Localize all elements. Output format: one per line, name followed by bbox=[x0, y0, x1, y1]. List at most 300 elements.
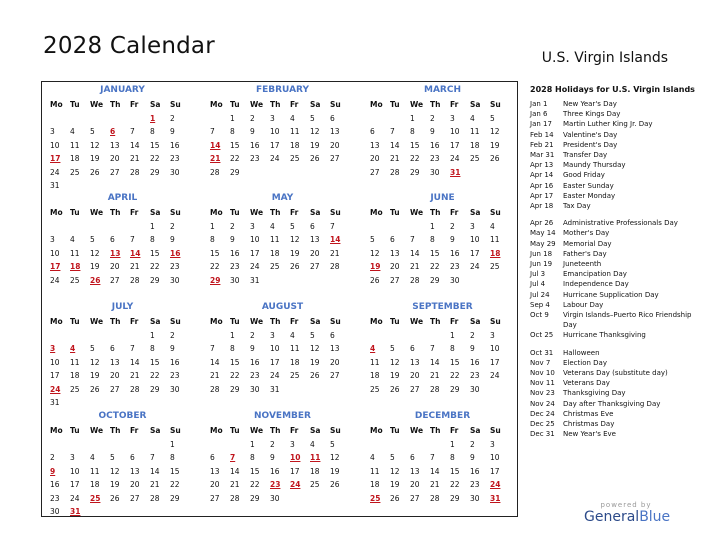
day-cell: 5 bbox=[390, 344, 395, 353]
holiday-day: 14 bbox=[330, 235, 341, 244]
day-cell: 16 bbox=[430, 140, 440, 150]
day-cell: 21 bbox=[210, 371, 220, 380]
day-cell: 16 bbox=[470, 357, 480, 367]
empty-cell bbox=[429, 438, 449, 452]
day-cell: 14 bbox=[150, 466, 160, 476]
day-cell: 12 bbox=[390, 357, 400, 367]
brand-part-1: General bbox=[584, 509, 640, 525]
day-cell: 22 bbox=[450, 371, 460, 380]
weekday-header: Mo bbox=[370, 426, 383, 435]
holiday-day: 18 bbox=[490, 248, 501, 258]
day-cell: 7 bbox=[150, 453, 155, 462]
holiday-date: Apr 16 bbox=[530, 181, 554, 190]
weekday-header: Th bbox=[110, 426, 121, 435]
holiday-day: 1 bbox=[150, 113, 156, 123]
holiday-item bbox=[530, 218, 705, 228]
day-cell: 29 bbox=[410, 167, 420, 177]
day-cell: 26 bbox=[290, 262, 300, 271]
weekday-header: We bbox=[410, 100, 424, 109]
weekday-header: Tu bbox=[230, 317, 240, 326]
day-cell: 25 bbox=[490, 262, 500, 271]
holiday-date: Oct 31 bbox=[530, 348, 554, 357]
weekday-header: Su bbox=[490, 100, 501, 109]
day-cell: 3 bbox=[50, 235, 55, 244]
day-cell: 25 bbox=[290, 154, 300, 163]
day-cell: 10 bbox=[50, 140, 60, 150]
empty-cell bbox=[389, 329, 409, 343]
holiday-date: Mar 31 bbox=[530, 151, 555, 160]
weekday-header: Th bbox=[110, 317, 121, 326]
day-cell: 17 bbox=[490, 466, 500, 476]
day-cell: 11 bbox=[470, 127, 480, 136]
day-cell: 19 bbox=[310, 140, 320, 150]
holiday-date: Nov 23 bbox=[530, 389, 555, 398]
weekday-header: Mo bbox=[50, 426, 63, 435]
day-cell: 20 bbox=[410, 371, 420, 380]
month-grid bbox=[49, 315, 201, 410]
day-cell: 4 bbox=[370, 453, 375, 462]
holiday-name: Day after Thanksgiving Day bbox=[563, 399, 661, 408]
day-cell: 10 bbox=[450, 127, 460, 136]
month-grid bbox=[49, 206, 201, 287]
weekday-header: Sa bbox=[150, 426, 161, 435]
holiday-name: Martin Luther King Jr. Day bbox=[563, 120, 653, 129]
day-cell: 7 bbox=[330, 221, 335, 231]
holiday-date: Sep 4 bbox=[530, 300, 550, 309]
holiday-name: Maundy Thursday bbox=[563, 161, 626, 170]
month-grid bbox=[369, 315, 521, 396]
day-cell: 29 bbox=[150, 167, 160, 177]
holiday-day: 17 bbox=[50, 154, 61, 163]
day-cell: 21 bbox=[330, 248, 340, 258]
month-name: MARCH bbox=[424, 85, 461, 95]
weekday-header: Mo bbox=[210, 100, 223, 109]
day-cell: 17 bbox=[50, 371, 60, 380]
day-cell: 21 bbox=[130, 371, 140, 380]
holiday-name: Thanksgiving Day bbox=[563, 389, 626, 398]
day-cell: 6 bbox=[110, 344, 115, 353]
holiday-name: Administrative Professionals Day bbox=[563, 219, 678, 228]
day-cell: 15 bbox=[210, 248, 220, 258]
day-cell: 5 bbox=[90, 127, 95, 136]
month-name: JANUARY bbox=[100, 85, 145, 95]
empty-cell bbox=[409, 220, 429, 234]
day-cell: 13 bbox=[330, 127, 340, 136]
day-cell: 25 bbox=[70, 275, 80, 285]
day-cell: 4 bbox=[270, 221, 275, 231]
holidays-panel bbox=[530, 84, 705, 440]
day-cell: 29 bbox=[150, 275, 160, 285]
day-cell: 15 bbox=[150, 248, 160, 258]
day-cell: 11 bbox=[70, 357, 80, 367]
month-name: SEPTEMBER bbox=[412, 302, 473, 312]
day-cell: 1 bbox=[250, 439, 255, 449]
day-cell: 5 bbox=[330, 439, 335, 449]
holiday-date: May 29 bbox=[530, 239, 556, 248]
day-cell: 4 bbox=[70, 235, 75, 244]
holiday-item bbox=[530, 249, 705, 259]
weekday-header: Fr bbox=[130, 100, 139, 109]
month-january bbox=[44, 84, 201, 193]
day-cell: 30 bbox=[50, 507, 60, 516]
day-cell: 15 bbox=[430, 248, 440, 258]
month-grid bbox=[49, 424, 201, 519]
holiday-item bbox=[530, 279, 705, 289]
weekday-header: Sa bbox=[470, 426, 481, 435]
day-cell: 27 bbox=[310, 262, 320, 271]
day-cell: 10 bbox=[490, 344, 500, 353]
day-cell: 27 bbox=[410, 384, 420, 394]
day-cell: 5 bbox=[90, 344, 95, 353]
holiday-name: Three Kings Day bbox=[563, 110, 621, 119]
day-cell: 13 bbox=[410, 466, 420, 476]
day-cell: 29 bbox=[170, 493, 180, 503]
weekday-header: Th bbox=[430, 317, 441, 326]
weekday-header: Sa bbox=[310, 317, 321, 326]
day-cell: 1 bbox=[210, 221, 215, 231]
empty-cell bbox=[389, 220, 409, 234]
holiday-day: 16 bbox=[170, 248, 181, 258]
day-cell: 15 bbox=[410, 140, 420, 150]
holiday-date: Feb 21 bbox=[530, 140, 554, 149]
day-cell: 11 bbox=[370, 466, 380, 476]
holiday-day: 24 bbox=[290, 480, 301, 489]
weekday-header: Fr bbox=[130, 208, 139, 217]
holiday-name: Christmas Eve bbox=[563, 409, 614, 418]
calendar-frame bbox=[41, 81, 518, 517]
day-cell: 27 bbox=[110, 275, 120, 285]
day-cell: 4 bbox=[290, 113, 295, 123]
holiday-item bbox=[530, 348, 705, 358]
day-cell: 24 bbox=[270, 371, 280, 380]
day-cell: 4 bbox=[70, 127, 75, 136]
day-cell: 25 bbox=[290, 371, 300, 380]
holiday-day: 31 bbox=[70, 507, 81, 516]
day-cell: 18 bbox=[70, 154, 80, 163]
day-cell: 29 bbox=[430, 275, 440, 285]
empty-cell bbox=[369, 329, 389, 343]
holiday-day: 19 bbox=[370, 262, 381, 271]
day-cell: 28 bbox=[130, 275, 140, 285]
weekday-header: We bbox=[90, 317, 104, 326]
day-cell: 6 bbox=[130, 453, 135, 462]
day-cell: 7 bbox=[410, 235, 415, 244]
holiday-item bbox=[530, 269, 705, 279]
brand-part-2: Blue bbox=[639, 509, 671, 525]
day-cell: 26 bbox=[330, 480, 340, 489]
day-cell: 13 bbox=[410, 357, 420, 367]
holiday-date: May 14 bbox=[530, 229, 556, 238]
day-cell: 11 bbox=[70, 140, 80, 150]
empty-cell bbox=[149, 438, 169, 452]
empty-cell bbox=[389, 438, 409, 452]
empty-cell bbox=[89, 329, 109, 343]
day-cell: 5 bbox=[310, 113, 315, 123]
empty-cell bbox=[89, 112, 109, 126]
day-cell: 6 bbox=[330, 113, 335, 123]
day-cell: 22 bbox=[170, 480, 180, 489]
month-october bbox=[44, 410, 201, 519]
day-cell: 8 bbox=[210, 235, 215, 244]
day-cell: 16 bbox=[450, 248, 460, 258]
day-cell: 20 bbox=[210, 480, 220, 489]
month-name: APRIL bbox=[107, 193, 138, 203]
day-cell: 1 bbox=[230, 113, 235, 123]
weekday-header: We bbox=[250, 317, 264, 326]
month-april bbox=[44, 192, 201, 287]
weekday-header: Su bbox=[330, 317, 341, 326]
day-cell: 12 bbox=[310, 344, 320, 353]
day-cell: 4 bbox=[90, 453, 95, 462]
day-cell: 17 bbox=[270, 140, 280, 150]
day-cell: 8 bbox=[230, 344, 235, 353]
holiday-item bbox=[530, 419, 705, 429]
weekday-header: Fr bbox=[450, 208, 459, 217]
day-cell: 11 bbox=[290, 127, 300, 136]
day-cell: 20 bbox=[310, 248, 320, 258]
holiday-day: 9 bbox=[50, 466, 56, 476]
holiday-date: Oct 25 bbox=[530, 331, 554, 340]
weekday-header: Sa bbox=[470, 208, 481, 217]
day-cell: 7 bbox=[210, 344, 215, 353]
weekday-header: Mo bbox=[210, 208, 223, 217]
holiday-date: Dec 31 bbox=[530, 430, 555, 439]
weekday-header: Tu bbox=[230, 100, 240, 109]
month-may bbox=[204, 192, 361, 287]
day-cell: 10 bbox=[470, 235, 480, 244]
generalblue-logo[interactable] bbox=[584, 509, 671, 525]
weekday-header: Tu bbox=[70, 426, 80, 435]
day-cell: 6 bbox=[330, 330, 335, 340]
holiday-name: Easter Sunday bbox=[563, 181, 614, 190]
weekday-header: Mo bbox=[50, 317, 63, 326]
holiday-name: Independence Day bbox=[563, 280, 629, 289]
empty-cell bbox=[129, 329, 149, 343]
day-cell: 7 bbox=[130, 344, 135, 353]
day-cell: 26 bbox=[390, 493, 400, 503]
day-cell: 7 bbox=[130, 235, 135, 244]
day-cell: 28 bbox=[330, 262, 340, 271]
empty-cell bbox=[49, 220, 69, 234]
day-cell: 23 bbox=[250, 154, 260, 163]
day-cell: 24 bbox=[50, 167, 60, 177]
holiday-day: 3 bbox=[50, 344, 56, 353]
day-cell: 27 bbox=[210, 493, 220, 503]
weekday-header: Tu bbox=[70, 100, 80, 109]
day-cell: 1 bbox=[450, 330, 455, 340]
holiday-date: Jan 6 bbox=[530, 110, 548, 119]
holiday-item bbox=[530, 388, 705, 398]
holidays-title: 2028 Holidays for U.S. Virgin Islands bbox=[530, 85, 695, 94]
weekday-header: Tu bbox=[390, 208, 400, 217]
day-cell: 22 bbox=[230, 154, 240, 163]
empty-cell bbox=[89, 220, 109, 234]
weekday-header: Su bbox=[330, 208, 341, 217]
day-cell: 1 bbox=[150, 221, 155, 231]
day-cell: 28 bbox=[130, 167, 140, 177]
weekday-header: We bbox=[90, 426, 104, 435]
day-cell: 16 bbox=[170, 357, 180, 367]
day-cell: 29 bbox=[450, 384, 460, 394]
day-cell: 3 bbox=[50, 127, 55, 136]
day-cell: 9 bbox=[270, 453, 275, 462]
day-cell: 23 bbox=[50, 493, 60, 503]
month-july bbox=[44, 301, 201, 410]
weekday-header: We bbox=[410, 317, 424, 326]
weekday-header: Su bbox=[330, 100, 341, 109]
day-cell: 10 bbox=[70, 466, 80, 476]
holiday-date: Jun 19 bbox=[530, 260, 553, 269]
holiday-day: 6 bbox=[110, 127, 116, 136]
empty-cell bbox=[369, 220, 389, 234]
day-cell: 26 bbox=[370, 275, 380, 285]
holiday-item bbox=[530, 409, 705, 419]
weekday-header: Fr bbox=[290, 100, 299, 109]
day-cell: 4 bbox=[470, 113, 475, 123]
day-cell: 16 bbox=[270, 466, 280, 476]
day-cell: 12 bbox=[310, 127, 320, 136]
day-cell: 17 bbox=[250, 248, 260, 258]
day-cell: 3 bbox=[270, 113, 275, 123]
weekday-header: Su bbox=[170, 100, 181, 109]
brand-footer bbox=[584, 501, 671, 525]
day-cell: 5 bbox=[90, 235, 95, 244]
weekday-header: Th bbox=[430, 208, 441, 217]
day-cell: 23 bbox=[430, 154, 440, 163]
weekday-header: Mo bbox=[370, 100, 383, 109]
day-cell: 16 bbox=[170, 140, 180, 150]
day-cell: 22 bbox=[210, 262, 220, 271]
weekday-header: Fr bbox=[130, 426, 139, 435]
holiday-day: 24 bbox=[490, 480, 501, 489]
day-cell: 21 bbox=[150, 480, 160, 489]
holiday-day: 13 bbox=[110, 248, 121, 258]
holiday-name: Virgin Islands–Puerto Rico Friendship Day bbox=[563, 311, 692, 330]
holiday-date: Jan 1 bbox=[530, 100, 548, 108]
holiday-name: New Year's Day bbox=[563, 100, 617, 108]
day-cell: 13 bbox=[310, 235, 320, 244]
day-cell: 24 bbox=[470, 262, 480, 271]
day-cell: 17 bbox=[450, 140, 460, 150]
day-cell: 29 bbox=[230, 167, 240, 177]
holiday-day: 25 bbox=[90, 493, 101, 503]
weekday-header: Th bbox=[430, 100, 441, 109]
day-cell: 5 bbox=[370, 235, 375, 244]
day-cell: 29 bbox=[250, 493, 260, 503]
day-cell: 4 bbox=[490, 221, 495, 231]
day-cell: 8 bbox=[170, 453, 175, 462]
month-name: JULY bbox=[111, 302, 134, 312]
day-cell: 25 bbox=[470, 154, 480, 163]
weekday-header: Sa bbox=[310, 426, 321, 435]
holiday-name: Easter Monday bbox=[563, 191, 616, 200]
weekday-header: Tu bbox=[230, 208, 240, 217]
day-cell: 28 bbox=[230, 493, 240, 503]
day-cell: 14 bbox=[430, 357, 440, 367]
day-cell: 28 bbox=[150, 493, 160, 503]
day-cell: 15 bbox=[230, 140, 240, 150]
weekday-header: Mo bbox=[210, 426, 223, 435]
day-cell: 12 bbox=[290, 235, 300, 244]
holiday-name: Halloween bbox=[563, 348, 600, 357]
weekday-header: Th bbox=[270, 100, 281, 109]
day-cell: 23 bbox=[250, 371, 260, 380]
weekday-header: Mo bbox=[370, 208, 383, 217]
day-cell: 6 bbox=[110, 235, 115, 244]
holiday-name: Christmas Day bbox=[563, 420, 615, 429]
month-name: MAY bbox=[271, 193, 294, 203]
day-cell: 8 bbox=[450, 344, 455, 353]
empty-cell bbox=[209, 438, 229, 452]
empty-cell bbox=[109, 112, 129, 126]
day-cell: 9 bbox=[170, 344, 175, 353]
day-cell: 13 bbox=[130, 466, 140, 476]
day-cell: 9 bbox=[470, 453, 475, 462]
day-cell: 9 bbox=[230, 235, 235, 244]
empty-cell bbox=[409, 438, 429, 452]
month-name: FEBRUARY bbox=[255, 85, 310, 95]
day-cell: 25 bbox=[70, 167, 80, 177]
holiday-item bbox=[530, 429, 705, 439]
weekday-header: Fr bbox=[450, 317, 459, 326]
empty-cell bbox=[49, 438, 69, 452]
holiday-date: Apr 14 bbox=[530, 171, 554, 180]
day-cell: 16 bbox=[50, 480, 60, 489]
day-cell: 27 bbox=[410, 493, 420, 503]
day-cell: 10 bbox=[250, 235, 260, 244]
holiday-name: Hurricane Thanksgiving bbox=[563, 331, 646, 340]
holiday-item bbox=[530, 191, 705, 201]
holiday-date: Nov 11 bbox=[530, 379, 555, 388]
day-cell: 28 bbox=[130, 384, 140, 394]
day-cell: 25 bbox=[270, 262, 280, 271]
weekday-header: Th bbox=[270, 317, 281, 326]
holiday-item bbox=[530, 201, 705, 211]
day-cell: 14 bbox=[130, 357, 140, 367]
day-cell: 7 bbox=[390, 127, 395, 136]
month-grid bbox=[209, 98, 361, 179]
day-cell: 24 bbox=[50, 275, 60, 285]
day-cell: 24 bbox=[490, 371, 500, 380]
holiday-name: Memorial Day bbox=[563, 239, 612, 248]
day-cell: 29 bbox=[230, 384, 240, 394]
day-cell: 1 bbox=[150, 330, 155, 340]
holiday-item bbox=[530, 239, 705, 249]
holiday-date: Jul 24 bbox=[530, 290, 550, 299]
weekday-header: Mo bbox=[370, 317, 383, 326]
day-cell: 19 bbox=[330, 466, 340, 476]
day-cell: 20 bbox=[410, 480, 420, 489]
day-cell: 16 bbox=[250, 140, 260, 150]
month-grid bbox=[369, 424, 521, 505]
empty-cell bbox=[69, 220, 89, 234]
holiday-item bbox=[530, 228, 705, 238]
holiday-date: Jan 17 bbox=[530, 120, 552, 129]
holiday-day: 24 bbox=[50, 384, 61, 394]
weekday-header: We bbox=[90, 208, 104, 217]
day-cell: 23 bbox=[170, 262, 180, 271]
day-cell: 23 bbox=[470, 371, 480, 380]
month-grid bbox=[209, 206, 361, 287]
day-cell: 11 bbox=[290, 344, 300, 353]
day-cell: 15 bbox=[150, 140, 160, 150]
day-cell: 19 bbox=[90, 154, 100, 163]
day-cell: 22 bbox=[450, 480, 460, 489]
day-cell: 8 bbox=[410, 127, 415, 136]
holiday-item bbox=[530, 140, 705, 150]
day-cell: 13 bbox=[110, 140, 120, 150]
empty-cell bbox=[369, 112, 389, 126]
